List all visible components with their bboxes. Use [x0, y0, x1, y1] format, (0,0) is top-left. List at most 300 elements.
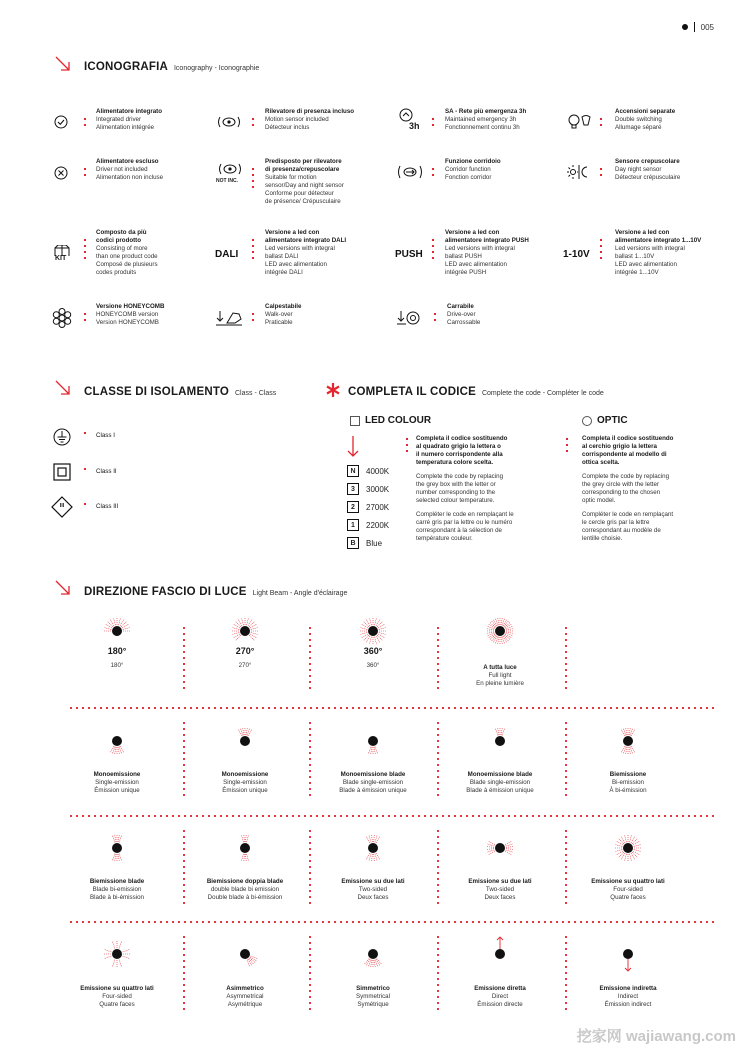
beam-angle: 360°	[363, 646, 383, 656]
led-option-key: N	[347, 465, 359, 477]
optic-desc-it: al cerchio grigio la lettera	[582, 443, 657, 450]
dali-icon: DALI	[215, 249, 239, 260]
beam-cell	[190, 985, 300, 1009]
beam-blade-single-2-icon	[482, 723, 518, 759]
icon-item-line: Suitable for motion	[265, 174, 317, 181]
icon-item-text	[615, 108, 675, 132]
beam-line: Blade à émission unique	[466, 787, 534, 794]
optic-desc-it: ottica scelta.	[582, 459, 620, 466]
red-dots	[84, 168, 87, 180]
sensor-not-included-icon	[215, 162, 245, 188]
icon-item-title: Rilevatore di presenza incluso	[265, 108, 355, 115]
beam-angle: 270°	[235, 646, 255, 656]
page-number	[682, 22, 714, 32]
icon-item-line: LED avec alimentation	[265, 261, 327, 268]
icon-item-title: Alimentatore integrato	[96, 108, 163, 115]
beam-line: Quatre faces	[99, 1001, 135, 1008]
beam-line: Four-sided	[613, 886, 643, 893]
dotted-divider	[565, 720, 567, 798]
red-dots	[600, 168, 603, 180]
beam-line: Émission directe	[477, 1001, 523, 1008]
check-circle-icon	[54, 115, 68, 129]
led-desc-en: the grey box with the letter or	[416, 481, 496, 488]
icon-item-text	[96, 108, 162, 132]
dotted-divider	[309, 625, 311, 693]
beam-title-text: Simmetrico	[356, 985, 390, 992]
dotted-divider	[309, 934, 311, 1012]
class-2-icon	[53, 463, 71, 481]
dotted-divider	[183, 828, 185, 906]
led-desc-en: number corresponding to the	[416, 489, 496, 496]
icon-item-line: Praticable	[265, 319, 293, 326]
dotted-divider	[68, 815, 718, 817]
red-dots	[600, 239, 603, 263]
beam-line: Asymmetrical	[226, 993, 264, 1000]
beam-line: double blade bi emission	[210, 886, 280, 893]
optic-desc-en: optic model.	[582, 497, 616, 504]
beam-four-sided-icon	[610, 830, 646, 866]
beam-title: DIREZIONE FASCIO DI LUCE	[84, 586, 247, 598]
beam-line: Direct	[491, 993, 509, 1000]
red-dots	[566, 438, 569, 456]
beam-360-icon	[355, 613, 391, 649]
beam-cell	[190, 646, 300, 670]
beam-cell	[573, 771, 683, 795]
icon-item-line: Détecteur inclus	[265, 124, 310, 131]
icon-item-title: SA - Rete più emergenza 3h	[445, 108, 527, 115]
beam-line: Émission unique	[222, 787, 268, 794]
icon-item-line: sensor/Day and night sensor	[265, 182, 344, 189]
corridor-function-icon	[397, 164, 423, 180]
icon-item-text	[265, 158, 344, 206]
led-description	[416, 435, 566, 549]
beam-cell	[62, 985, 172, 1009]
red-asterisk-icon	[326, 383, 340, 397]
beam-line: Symétrique	[357, 1001, 389, 1008]
beam-270-icon	[227, 613, 263, 649]
icon-item-line: Driver not included	[96, 166, 148, 173]
beam-line: Blade single-emission	[469, 779, 531, 786]
insulation-subtitle: Class - Class	[235, 390, 277, 397]
beam-cell	[445, 878, 555, 902]
dotted-divider	[565, 934, 567, 1012]
icon-item-title: Sensore crepuscolare	[615, 158, 680, 165]
icon-item-line: Conforme pour détecteur	[265, 190, 334, 197]
beam-cell	[445, 771, 555, 795]
dotted-divider	[68, 707, 718, 709]
watermark: 挖家网 wajiawang.com	[576, 1028, 736, 1045]
drive-over-icon	[396, 310, 422, 326]
led-option-key: 1	[347, 519, 359, 531]
led-option	[347, 501, 389, 513]
icon-item-text	[445, 108, 526, 132]
beam-title-text: Monoemissione	[93, 771, 141, 778]
red-dots	[84, 118, 87, 130]
beam-single-emission-2-icon	[227, 723, 263, 759]
beam-line: Blade à émission unique	[339, 787, 407, 794]
icon-item-line: Détecteur crépusculaire	[615, 174, 681, 181]
beam-cell	[62, 646, 172, 670]
beam-line: Single-emission	[95, 779, 139, 786]
beam-four-sided-2-icon	[99, 936, 135, 972]
red-down-arrow-icon	[346, 436, 360, 458]
led-colour-title: LED COLOUR	[365, 415, 432, 426]
icon-item-title: Funzione corridoio	[445, 158, 501, 165]
led-desc-fr: correspondant à la sélection de	[416, 527, 502, 534]
led-option	[347, 465, 389, 477]
icon-item-line: Double switching	[615, 116, 662, 123]
dotted-divider	[437, 720, 439, 798]
icon-item-line: ballast 1...10V	[615, 253, 655, 260]
led-option-label: Blue	[366, 538, 383, 548]
icon-item-line: intégrée 1...10V	[615, 269, 659, 276]
beam-title-text: Emissione diretta	[474, 985, 526, 992]
icon-item-line: ballast DALI	[265, 253, 299, 260]
icon-item-line: Led versions with integral	[445, 245, 515, 252]
icon-item-line: de présence/ Crépusculaire	[265, 198, 341, 205]
beam-line: Single-emission	[223, 779, 267, 786]
icon-item-line: LED avec alimentation	[615, 261, 677, 268]
icon-item-line: Alimentation intégrée	[96, 124, 155, 131]
beam-two-sided-icon	[355, 830, 391, 866]
led-desc-fr: carré gris par la lettre ou le numéro	[416, 519, 513, 526]
iconography-subtitle: Iconography - Iconographie	[173, 65, 260, 72]
beam-title-text: Monoemissione	[221, 771, 269, 778]
separate-switching-icon	[567, 113, 593, 131]
beam-cell	[190, 878, 300, 902]
code-heading	[348, 386, 604, 398]
icon-item-text	[445, 229, 529, 277]
beam-line: Blade à bi-émission	[90, 894, 144, 901]
beam-cell	[62, 771, 172, 795]
beam-line: A tutta luce	[483, 664, 517, 671]
dotted-divider	[437, 828, 439, 906]
icon-item-text	[96, 229, 158, 277]
beam-title-text: Monoemissione blade	[340, 771, 406, 778]
optic-desc-en: corresponding to the chosen	[582, 489, 661, 496]
icon-item-line: than one product code	[96, 253, 158, 260]
optic-desc-fr: Compléter le code en remplaçant	[582, 511, 674, 518]
icon-item-text	[615, 158, 680, 182]
red-arrow-icon	[54, 579, 72, 597]
class-3-label: Class III	[96, 503, 119, 510]
led-desc-it: temperatura colore scelta.	[416, 459, 494, 466]
optic-heading	[582, 415, 628, 426]
optic-title: OPTIC	[597, 415, 628, 426]
led-option-label: 3000K	[366, 484, 390, 494]
led-option	[347, 483, 389, 495]
dotted-divider	[437, 625, 439, 693]
kit-badge: KIT	[55, 255, 67, 262]
beam-angle: 180°	[107, 646, 127, 656]
beam-line: Two-sided	[358, 886, 388, 893]
icon-item-line: Day night sensor	[615, 166, 662, 173]
led-option	[347, 537, 382, 549]
beam-cell	[62, 878, 172, 902]
red-dots	[600, 118, 603, 130]
beam-single-emission-icon	[99, 723, 135, 759]
icon-item-title: Composto da più	[96, 229, 147, 236]
beam-cell	[318, 985, 428, 1009]
beam-blade-bi-icon	[99, 830, 135, 866]
beam-line: Deux faces	[484, 894, 516, 901]
push-icon: PUSH	[395, 249, 423, 260]
emergency-badge: 3h	[409, 121, 420, 131]
beam-title-text: Emissione su quattro lati	[591, 878, 665, 885]
beam-line: Émission indirect	[604, 1001, 652, 1008]
iconography-title: ICONOGRAFIA	[84, 61, 168, 73]
icon-item-text	[96, 303, 164, 327]
emergency-3h-icon	[397, 107, 423, 133]
icon-item-title: Predisposto per rilevatore	[265, 158, 342, 165]
red-dots	[84, 468, 87, 474]
dotted-divider	[183, 720, 185, 798]
led-option-label: 2200K	[366, 520, 390, 530]
led-option-key: 3	[347, 483, 359, 495]
walk-over-icon	[215, 309, 243, 327]
icon-item-title: Versione HONEYCOMB	[96, 303, 165, 310]
icon-item-text	[265, 303, 301, 327]
led-desc-it: Completa il codice sostituendo	[416, 435, 508, 442]
icon-item-line: HONEYCOMB version	[96, 311, 159, 318]
optic-desc-fr: correspondant au modèle de	[582, 527, 661, 534]
icon-item-line: Alimentation non incluse	[96, 174, 164, 181]
icon-item-line: codes produits	[96, 269, 137, 276]
icon-item-line: Led versions with integral	[265, 245, 335, 252]
led-desc-en: selected colour temperature.	[416, 497, 495, 504]
insulation-title: CLASSE DI ISOLAMENTO	[84, 386, 229, 398]
led-option-key: 2	[347, 501, 359, 513]
led-option-label: 4000K	[366, 466, 390, 476]
icon-item-line: ballast PUSH	[445, 253, 482, 260]
red-dots	[432, 118, 435, 130]
icon-item-title: Calpestabile	[265, 303, 302, 310]
optic-desc-fr: lentille choisie.	[582, 535, 623, 542]
icon-item-line: LED avec alimentation	[445, 261, 507, 268]
icon-item-text	[447, 303, 480, 327]
beam-line: À bi-émission	[609, 787, 647, 794]
page-dot	[682, 24, 688, 30]
red-dots	[252, 239, 255, 263]
beam-full-light-icon	[482, 613, 518, 649]
icon-item-title: Accensioni separate	[615, 108, 676, 115]
red-dots	[84, 503, 87, 509]
honeycomb-icon	[51, 308, 73, 328]
icon-item-title: alimentatore integrato DALI	[265, 237, 347, 244]
beam-title-text: Biemissione doppia blade	[206, 878, 284, 885]
not-included-badge: NOT INC.	[216, 178, 238, 184]
beam-two-sided-2-icon	[482, 830, 518, 866]
beam-subtitle: Light Beam - Angle d'éclairage	[252, 590, 348, 597]
icon-item-line: Version HONEYCOMB	[96, 319, 159, 326]
grey-circle-icon	[582, 416, 592, 426]
beam-title-text: Emissione su due lati	[468, 878, 532, 885]
insulation-heading	[84, 386, 276, 398]
beam-cell	[445, 985, 555, 1009]
icon-item-text	[96, 158, 163, 182]
icon-item-line: Allumage séparé	[615, 124, 662, 131]
beam-title-text: Biemissione blade	[89, 878, 145, 885]
red-dots	[434, 313, 437, 325]
beam-line: Full light	[488, 672, 512, 679]
beam-title-text: Asimmetrico	[226, 985, 264, 992]
beam-line: Four-sided	[102, 993, 132, 1000]
optic-description	[582, 435, 732, 549]
beam-line: En pleine lumière	[476, 680, 524, 687]
icon-item-title: alimentatore integrato 1...10V	[615, 237, 702, 244]
icon-item-line: Composé de plusieurs	[96, 261, 158, 268]
icon-item-line: intégrée PUSH	[445, 269, 487, 276]
beam-line: Blade bi-emission	[92, 886, 142, 893]
class-1-icon	[53, 428, 71, 446]
red-dots	[84, 432, 87, 438]
dotted-divider	[68, 921, 718, 923]
code-title: COMPLETA IL CODICE	[348, 386, 476, 398]
icon-item-title: codici prodotto	[96, 237, 142, 244]
icon-item-line: Led versions with integral	[615, 245, 685, 252]
icon-item-line: Drive-over	[447, 311, 476, 318]
beam-cell	[445, 664, 555, 688]
led-desc-en: Complete the code by replacing	[416, 473, 504, 480]
beam-title-text: Monoemissione blade	[467, 771, 533, 778]
icon-item-line: Consisting of more	[96, 245, 148, 252]
beam-line: Indirect	[617, 993, 639, 1000]
beam-bi-emission-icon	[610, 723, 646, 759]
icon-item-title: Versione a led con	[265, 229, 320, 236]
icon-item-text	[265, 229, 346, 277]
beam-line: Double blade à bi-émission	[207, 894, 283, 901]
beam-title-text: Biemissione	[609, 771, 647, 778]
red-dots	[406, 438, 409, 456]
beam-line: Asymétrique	[227, 1001, 263, 1008]
led-colour-heading	[350, 415, 431, 426]
icon-item-line: Corridor function	[445, 166, 491, 173]
beam-cell	[573, 878, 683, 902]
beam-line: 180°	[110, 662, 124, 669]
red-dots	[252, 313, 255, 325]
beam-symmetrical-icon	[355, 936, 391, 972]
class-3-icon	[51, 496, 73, 518]
icon-item-title: Versione a led con	[615, 229, 670, 236]
optic-desc-fr: le cercle gris par la lettre	[582, 519, 650, 526]
icon-item-line: Integrated driver	[96, 116, 142, 123]
optic-desc-it: Completa il codice sostituendo	[582, 435, 674, 442]
page-number-text: 005	[700, 22, 714, 32]
icon-item-text	[265, 108, 354, 132]
class-1-label: Class I	[96, 432, 115, 439]
beam-title-text: Emissione indiretta	[599, 985, 657, 992]
red-dots	[252, 118, 255, 130]
icon-item-text	[445, 158, 501, 182]
beam-cell	[318, 646, 428, 670]
optic-desc-en: Complete the code by replacing	[582, 473, 670, 480]
icon-item-line: Motion sensor included	[265, 116, 329, 123]
led-desc-it: il numero corrispondente alla	[416, 451, 503, 458]
red-dots	[84, 239, 87, 263]
eye-sensor-icon	[217, 115, 241, 129]
class-3-badge: III	[59, 503, 65, 509]
kit-icon	[52, 244, 72, 266]
beam-180-icon	[99, 613, 135, 649]
beam-double-blade-bi-icon	[227, 830, 263, 866]
beam-cell	[190, 771, 300, 795]
beam-line: Two-sided	[485, 886, 515, 893]
red-arrow-icon	[54, 379, 72, 397]
grey-box-icon	[350, 416, 360, 426]
red-arrow-icon	[54, 55, 72, 73]
icon-item-title: di presenza/crepuscolare	[265, 166, 340, 173]
beam-line: Deux faces	[357, 894, 389, 901]
dotted-divider	[565, 828, 567, 906]
led-desc-fr: température couleur.	[416, 535, 473, 542]
beam-line: Bi-emission	[612, 779, 644, 786]
beam-direct-icon	[482, 936, 518, 972]
led-option-key: B	[347, 537, 359, 549]
red-dots	[432, 239, 435, 263]
red-dots	[432, 168, 435, 180]
beam-heading	[84, 586, 347, 598]
beam-indirect-icon	[610, 936, 646, 972]
icon-item-title: alimentatore integrato PUSH	[445, 237, 529, 244]
class-2-label: Class II	[96, 468, 117, 475]
beam-line: Blade single-emission	[342, 779, 404, 786]
beam-cell	[318, 878, 428, 902]
dotted-divider	[183, 625, 185, 693]
icon-item-title: Carrabile	[447, 303, 474, 310]
code-subtitle: Complete the code - Compléter le code	[481, 390, 604, 397]
page-divider	[694, 22, 695, 32]
icon-item-line: Fonctionnement continu 3h	[445, 124, 520, 131]
led-option-label: 2700K	[366, 502, 390, 512]
dotted-divider	[565, 625, 567, 693]
dotted-divider	[183, 934, 185, 1012]
beam-asymmetrical-icon	[227, 936, 263, 972]
led-desc-fr: Compléter le code en remplaçant le	[416, 511, 514, 518]
beam-title-text: Emissione su due lati	[341, 878, 405, 885]
icon-item-text	[615, 229, 701, 277]
beam-line: Symmetrical	[355, 993, 391, 1000]
icon-item-title: Alimentatore escluso	[96, 158, 159, 165]
1-10v-icon: 1-10V	[563, 249, 590, 260]
optic-desc-it: corrispondente al modello di	[582, 451, 667, 458]
beam-cell	[318, 771, 428, 795]
icon-item-line: Walk-over	[265, 311, 293, 318]
x-circle-icon	[54, 166, 68, 180]
led-desc-it: al quadrato grigio la lettera o	[416, 443, 501, 450]
optic-desc-en: the grey circle with the letter	[582, 481, 660, 488]
beam-blade-single-icon	[355, 723, 391, 759]
dotted-divider	[309, 720, 311, 798]
beam-line: 270°	[238, 662, 252, 669]
red-dots	[252, 168, 255, 192]
dotted-divider	[437, 934, 439, 1012]
icon-item-title: Versione a led con	[445, 229, 500, 236]
iconography-heading	[84, 61, 259, 73]
day-night-sensor-icon	[567, 164, 591, 180]
beam-line: 360°	[366, 662, 380, 669]
beam-cell	[573, 985, 683, 1009]
beam-line: Quatre faces	[610, 894, 646, 901]
red-dots	[84, 313, 87, 325]
beam-title-text: Emissione su quattro lati	[80, 985, 154, 992]
led-option	[347, 519, 389, 531]
icon-item-line: Fonction corridor	[445, 174, 492, 181]
icon-item-line: Carrossable	[447, 319, 481, 326]
icon-item-line: Maintained emergency 3h	[445, 116, 517, 123]
beam-line: Émission unique	[94, 787, 140, 794]
dotted-divider	[309, 828, 311, 906]
icon-item-line: intégrée DALI	[265, 269, 303, 276]
